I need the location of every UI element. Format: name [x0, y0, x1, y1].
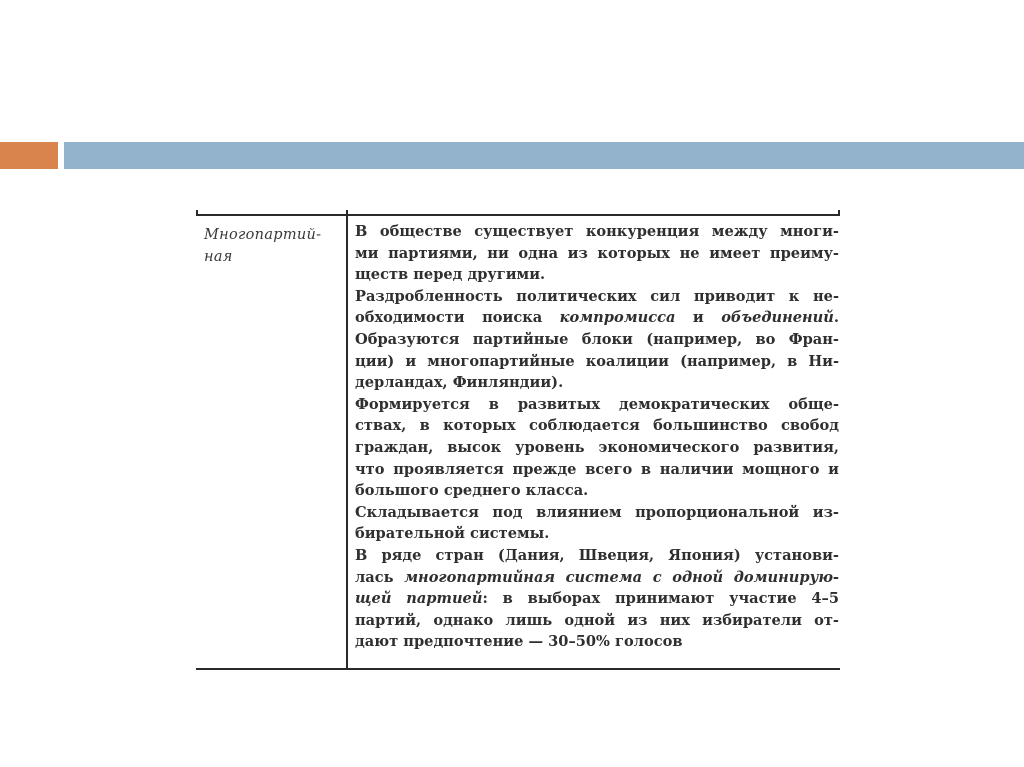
description-line: В обществе существует конкуренция между многи-	[355, 223, 839, 240]
description-line: Формируется в развитых демократических обще-	[355, 395, 839, 413]
description-line: Складывается под влиянием пропорциональной из-	[355, 503, 839, 521]
description-line	[355, 567, 839, 589]
description-line	[355, 307, 839, 329]
description-line: ществ перед другими.	[355, 266, 546, 284]
description-line: дают предпочтение — 30–50% голосов	[355, 633, 683, 651]
description-line: ми партиями, ни одна из которых не имеет преиму-	[355, 244, 839, 262]
term-line: Многопартий-	[204, 227, 322, 243]
table-description-cell	[355, 221, 839, 653]
italic-term: компромисса	[559, 309, 676, 327]
accent-bar-orange	[0, 142, 58, 169]
term-line: ная	[204, 249, 233, 265]
description-line: ции) и многопартийные коалиции (например, в Ни-	[355, 352, 839, 370]
column-divider	[346, 216, 348, 668]
description-line: граждан, высок уровень экономического развития,	[355, 438, 839, 456]
text-run: обходимости поиска	[355, 309, 560, 327]
description-line: ствах, в которых соблюдается большинство свобод	[355, 417, 839, 435]
description-line: дерландах, Финляндии).	[355, 374, 564, 392]
text-run: .	[833, 309, 839, 327]
party-system-table	[196, 214, 840, 670]
description-line: Раздробленность политических сил приводит к не-	[355, 287, 839, 305]
description-line: Образуются партийные блоки (например, во Фран-	[355, 330, 839, 348]
description-line	[355, 588, 839, 610]
italic-term: щей партией	[355, 590, 483, 608]
text-run: и	[675, 309, 722, 327]
table-term-cell	[204, 224, 340, 268]
text-run: : в выборах принимают участие 4–5	[482, 590, 840, 608]
description-line: большого среднего класса.	[355, 482, 589, 500]
italic-term: многопартийная система с одной доминирую-	[404, 568, 839, 586]
description-line: бирательной системы.	[355, 525, 550, 543]
description-line: партий, однако лишь одной из них избиратели от-	[355, 611, 839, 629]
italic-term: объединений	[721, 309, 834, 327]
column-tick	[838, 210, 840, 216]
description-line: что проявляется прежде всего в наличии мощного и	[355, 460, 839, 478]
description-line: В ряде стран (Дания, Швеция, Япония) установи-	[355, 546, 839, 564]
text-run: лась	[355, 568, 405, 586]
header-band-blue	[64, 142, 1024, 169]
